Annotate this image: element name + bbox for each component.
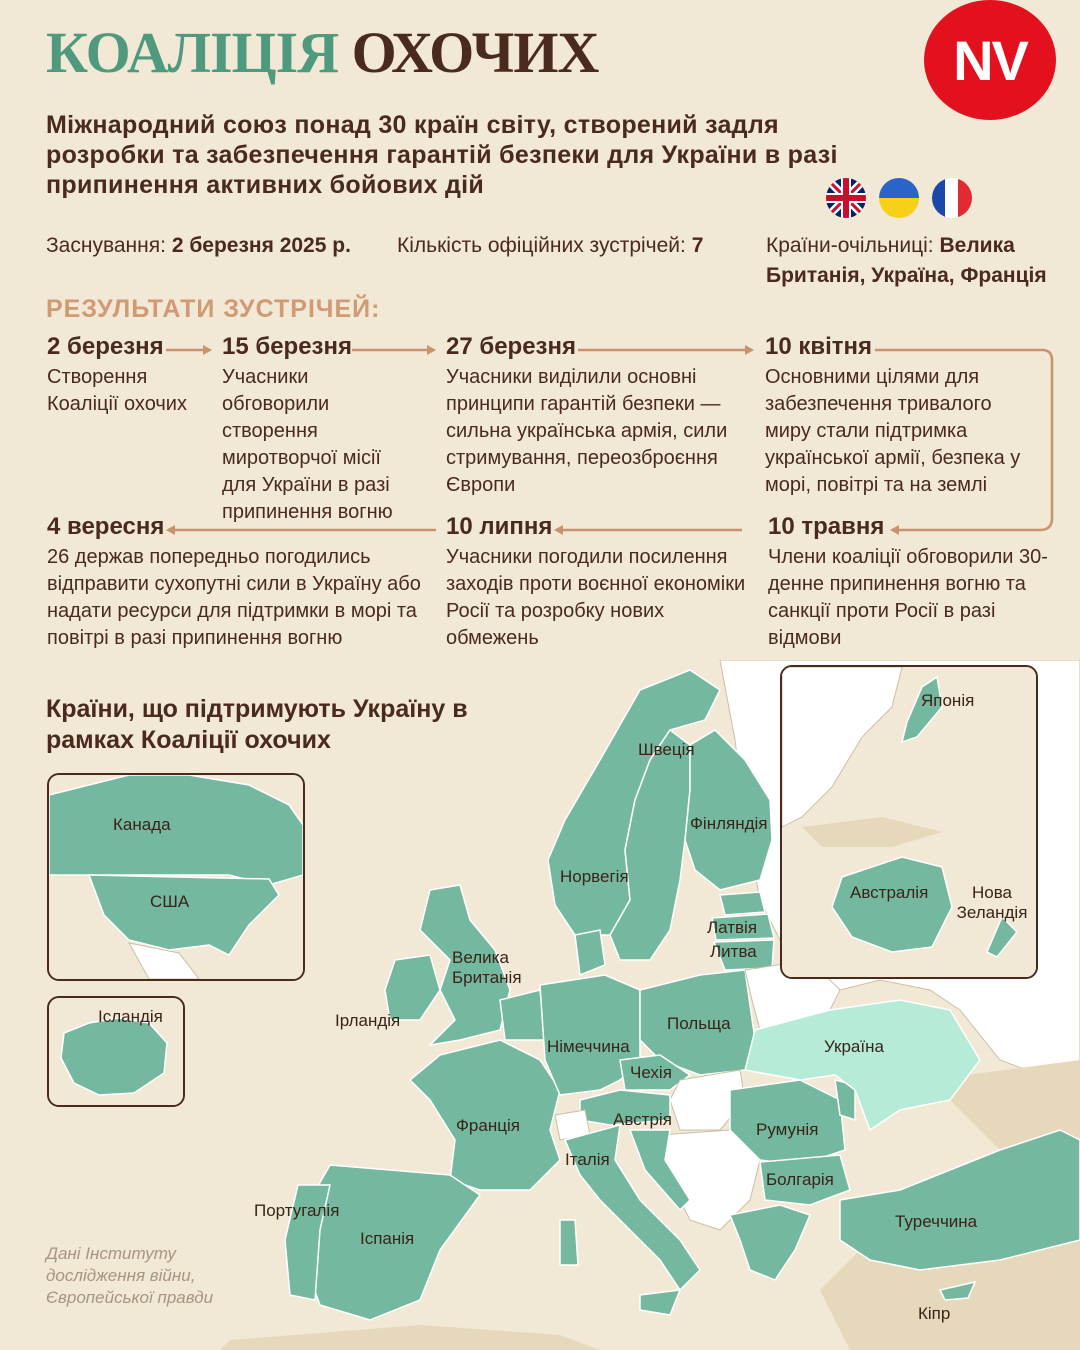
meetings-value: 7	[691, 234, 704, 257]
timeline-text: Учасники виділили основні принципи гарантій безпеки — сильна українська армія, сили стримування, переозброєння Європи	[446, 366, 728, 496]
source-note: Дані Інституту дослідження війни, Європейської правди	[46, 1244, 214, 1307]
leaders-value: Велика Британія, Україна, Франція	[766, 234, 1047, 287]
label-finland: Фінляндія	[690, 814, 768, 833]
label-iceland: Ісландія	[98, 1007, 163, 1026]
label-sweden: Швеція	[638, 740, 695, 759]
label-uk: Велика Британія	[452, 948, 522, 987]
label-poland: Польща	[667, 1014, 731, 1033]
label-ireland: Ірландія	[335, 1011, 401, 1030]
leaders-info	[766, 231, 1066, 291]
title-part-2: ОХОЧИХ	[351, 20, 599, 85]
label-canada: Канада	[113, 815, 171, 834]
timeline-date: 10 липня	[446, 513, 553, 540]
meetings-info	[397, 231, 703, 261]
france-flag-icon	[932, 178, 972, 218]
timeline-text: Члени коаліції обговорили 30-денне припинення вогню та санкції проти Росії в разі відмови	[768, 546, 1048, 649]
denmark-shape	[575, 930, 605, 975]
label-romania: Румунія	[756, 1120, 819, 1139]
label-austria: Австрія	[613, 1110, 672, 1129]
subtitle: Міжнародний союз понад 30 країн світу, створений задля розробки та забезпечення гарантій безпеки для України в разі припинення активних бойових дій	[46, 111, 838, 199]
label-japan: Японія	[921, 691, 975, 710]
results-heading: РЕЗУЛЬТАТИ ЗУСТРІЧЕЙ:	[46, 295, 381, 323]
timeline-item	[765, 333, 1030, 499]
timeline-date: 10 травня	[768, 513, 885, 540]
timeline-text: Основними цілями для забезпечення тривалого миру стали підтримка української армії, безпека у морі, повітрі та на землі	[765, 366, 1021, 496]
africa-land	[220, 1325, 600, 1350]
timeline-item	[222, 333, 412, 526]
timeline-text: Учасники погодили посилення заходів проти воєнної економіки Росії та розробку нових обмежень	[446, 546, 746, 649]
label-latvia: Латвія	[707, 918, 758, 937]
page-title	[46, 20, 599, 85]
map-heading: Країни, що підтримують Україну в рамках Коаліції охочих	[46, 695, 468, 754]
leaders-label: Країни-очільниці:	[766, 234, 934, 257]
label-turkey: Туреччина	[895, 1212, 978, 1231]
title-part-1: КОАЛІЦІЯ	[46, 20, 339, 85]
ukraine-flag-icon	[879, 178, 919, 218]
label-norway: Норвегія	[560, 867, 629, 886]
founded-info	[46, 231, 351, 261]
label-bulgaria: Болгарія	[766, 1170, 834, 1189]
asia-pacific-inset	[780, 665, 1038, 979]
timeline-text: Учасники обговорили створення миротворчої місії для України в разі припинення вогню	[222, 366, 393, 523]
france-shape	[410, 1040, 560, 1190]
label-new-zealand: Нова Зеландія	[956, 883, 1028, 922]
timeline-date: 2 березня	[47, 333, 164, 360]
label-cyprus: Кіпр	[918, 1304, 951, 1323]
label-italy: Італія	[565, 1150, 610, 1169]
timeline-item	[446, 333, 746, 499]
label-lithuania: Литва	[710, 942, 757, 961]
sardinia-shape	[560, 1220, 578, 1265]
meetings-label: Кількість офіційних зустрічей:	[397, 234, 686, 257]
timeline-item	[446, 513, 751, 652]
label-portugal: Португалія	[254, 1201, 340, 1220]
greece-shape	[730, 1205, 810, 1280]
label-australia: Австралія	[850, 883, 929, 902]
turkey-shape	[840, 1130, 1080, 1270]
label-ukraine: Україна	[824, 1037, 884, 1056]
label-germany: Німеччина	[547, 1037, 630, 1056]
founded-label: Заснування:	[46, 234, 166, 257]
label-usa: США	[150, 892, 190, 911]
timeline-text: 26 держав попередньо погодились відправити сухопутні сили в Україну або надати ресурси для підтримки в морі та повітрі в разі припинення вогню	[47, 546, 421, 649]
timeline-text: Створення Коаліції охочих	[47, 366, 187, 415]
timeline-item	[47, 333, 207, 418]
label-czechia: Чехія	[630, 1063, 672, 1082]
estonia-shape	[720, 892, 765, 915]
timeline-date: 4 вересня	[47, 513, 165, 540]
uk-flag-icon	[826, 178, 866, 218]
timeline-date: 10 квітня	[765, 333, 873, 360]
label-france: Франція	[456, 1116, 520, 1135]
label-spain: Іспанія	[360, 1229, 415, 1248]
nv-logo: NV	[924, 0, 1056, 120]
timeline-date: 27 березня	[446, 333, 576, 360]
north-america-inset	[47, 773, 305, 981]
founded-value: 2 березня 2025 р.	[171, 234, 351, 257]
timeline-date: 15 березня	[222, 333, 352, 360]
timeline-item	[768, 513, 1053, 652]
timeline-item	[47, 513, 427, 652]
sicily-shape	[640, 1290, 680, 1315]
